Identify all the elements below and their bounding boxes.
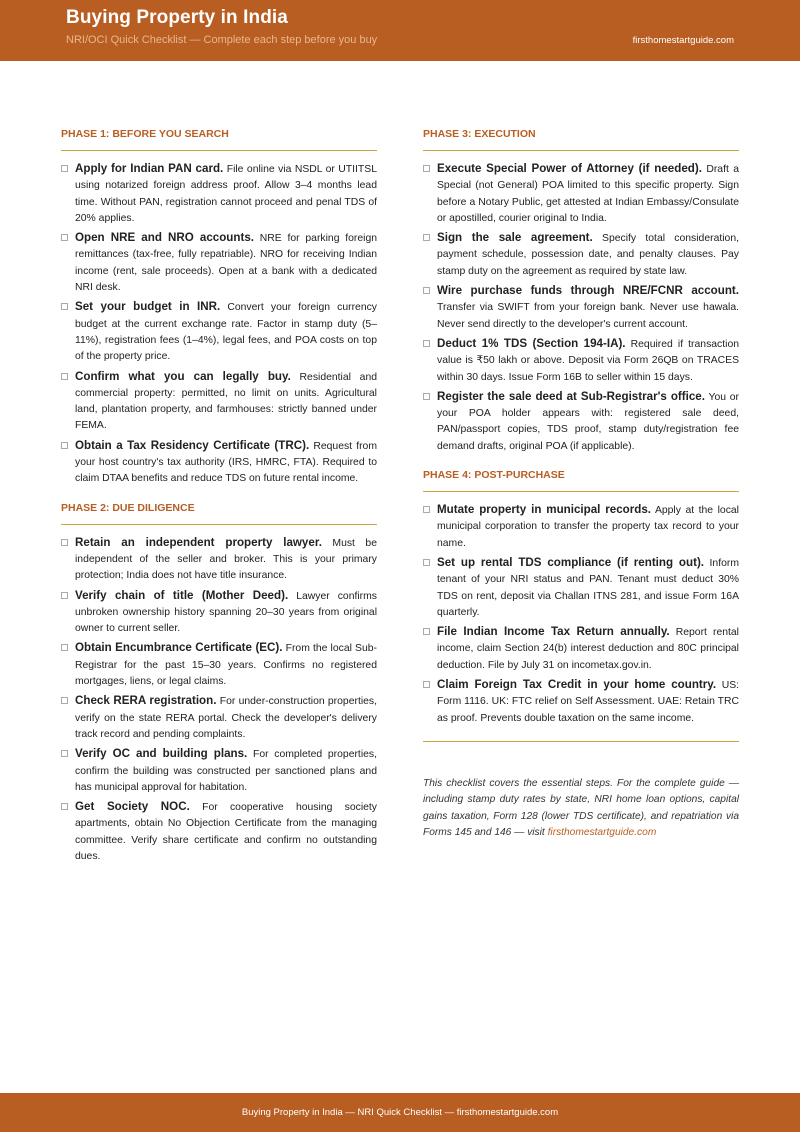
checklist-item-text: Residential and commercial property: permitted, no limit on units. Agricultural land, plantation property, and farmhouses: strictly banned under FEMA. [75,371,377,432]
checklist-item-heading: Verify OC and building plans. [75,747,248,761]
checkbox-icon[interactable] [423,506,430,513]
checklist-item-heading: Get Society NOC. [75,800,190,814]
phase-section [423,469,739,727]
checkbox-icon[interactable] [423,393,430,400]
right-phases [423,128,739,727]
left-column [61,128,377,879]
closing-note-link[interactable]: firsthomestartguide.com [547,826,657,838]
phase-section [423,128,739,455]
checklist-item-heading: Register the sale deed at Sub-Registrar's office. [437,389,705,403]
checkbox-icon[interactable] [61,373,68,380]
checklist-item-heading: Retain an independent property lawyer. [75,535,322,549]
checklist-item-text: Required if transaction value is ₹50 lakh or above. Deposit via Form 26QB on TRACES within 30 days. Issue Form 16B to seller within 15 days. [437,338,740,383]
checklist-item-retain-an-independent-property-lawyer [61,535,377,585]
checklist-item-text: File online via NSDL or UTIITSL using notarized foreign address proof. Allow 3–4 months lead time. Without PAN, registration cannot proceed and penal TDS of 20% applies. [75,164,377,224]
checklist-item-heading: Claim Foreign Tax Credit in your home country. [437,678,717,692]
right-column [423,128,739,841]
checklist-item-text: You or your POA holder appears with: registered sale deed, PAN/passport copies, TDS proof, stamp duty/registration fee demand drafts, original POA (if applicable). [437,391,739,452]
checklist-item-heading: Confirm what you can legally buy. [75,369,291,383]
phase-section [61,502,377,866]
checklist-item-text: NRE for parking foreign remittances (tax-free, fully repatriable). NRO for receiving Indian income (rent, sale proceeds). Open at a bank with a dedicated NRI desk. [75,233,378,294]
header-site-link[interactable]: firsthomestartguide.com [632,35,734,46]
phase-heading: PHASE 2: DUE DILIGENCE [61,502,377,525]
checklist-item-heading: Set your budget in INR. [75,300,221,314]
checklist-item-text: Draft a Special (not General) POA limited to this specific property. Sign before a Notary Public, get attested at Indian Embassy/Consulate or apostilled, courier original to India. [437,164,740,224]
checklist-item-verify-chain-of-title-mother-deed [61,588,377,638]
checkbox-icon[interactable] [61,442,68,449]
checklist-item-text: Request from your host country's tax authority (IRS, HMRC, FTA). Required to claim DTAA benefits and reduce TDS on future rental income. [75,440,377,485]
checklist-item-check-rera-registration [61,693,377,743]
checklist-item-heading: Open NRE and NRO accounts. [75,231,255,245]
checkbox-icon[interactable] [61,644,68,651]
checklist-item-mutate-property-in-municipal-records [423,502,739,552]
checklist-item-heading: Obtain Encumbrance Certificate (EC). [75,641,283,655]
phase-heading: PHASE 3: EXECUTION [423,128,739,151]
checkbox-icon[interactable] [61,750,68,757]
checklist-item-heading: Wire purchase funds through NRE/FCNR account. [437,284,739,298]
checkbox-icon[interactable] [61,165,68,172]
checklist-item-apply-for-indian-pan-card [61,161,377,227]
checklist-item-get-society-noc [61,799,377,865]
checklist-item-text: From the local Sub-Registrar for the past 15–30 years. Confirms no registered mortgages, liens, or legal claims. [75,643,377,688]
checkbox-icon[interactable] [61,539,68,546]
checklist-item-confirm-what-you-can-legally-buy [61,369,377,435]
checklist-item-heading: Check RERA registration. [75,694,217,708]
page-subtitle: NRI/OCI Quick Checklist — Complete each step before you buy [66,34,378,46]
phase-heading: PHASE 4: POST-PURCHASE [423,469,739,492]
checklist-item-heading: Apply for Indian PAN card. [75,162,224,175]
closing-note-text: This checklist covers the essential steps. For the complete guide — including stamp duty rates by state, NRI home loan options, capital gains taxation, Form 128 (lower TDS certificate), and repatriation via Forms 145 and 146 — visit [423,777,739,838]
checklist-item-heading: Set up rental TDS compliance (if renting out). [437,555,705,569]
checklist-item-open-nre-and-nro-accounts [61,230,377,296]
closing-note [423,776,739,841]
checklist-item-heading: File Indian Income Tax Return annually. [437,625,670,639]
checklist-item-text: Inform tenant of your NRI status and PAN. Tenant must deduct 30% TDS on rent, deposit via Challan ITNS 281, and issue Form 16A quarterly. [437,557,739,618]
checklist-item-heading: Sign the sale agreement. [437,231,593,245]
checklist-item-text: US: Form 1116. UK: FTC relief on Self Assessment. UAE: Retain TRC as proof. Prevents double taxation on the same income. [437,680,740,724]
checklist-item-obtain-a-tax-residency-certificate-trc [61,438,377,488]
checklist-item-text: For completed properties, confirm the building was constructed per sanctioned plans and has municipal approval for habitation. [75,749,377,793]
checkbox-icon[interactable] [61,234,68,241]
checklist-item-text: Transfer via SWIFT from your foreign bank. Never use hawala. Never send directly to the developer's current account. [437,302,739,330]
checklist-item-text: Must be independent of the seller and broker. This is your primary protection; India does not have title insurance. [75,537,377,582]
checkbox-icon[interactable] [423,165,430,172]
checklist-item-heading: Verify chain of title (Mother Deed). [75,588,289,602]
checkbox-icon[interactable] [423,559,430,566]
checklist-item-set-your-budget-in-inr [61,299,377,365]
checklist-item-file-indian-income-tax-return-annually [423,624,739,674]
checkbox-icon[interactable] [61,303,68,310]
checkbox-icon[interactable] [423,234,430,241]
checklist-item-set-up-rental-tds-compliance-if-renting- [423,555,739,621]
checklist-item-verify-oc-and-building-plans [61,746,377,796]
checkbox-icon[interactable] [423,681,430,688]
checklist-item-heading: Execute Special Power of Attorney (if needed). [437,162,702,175]
checklist-item-wire-purchase-funds-through-nre-fcnr-acc [423,283,739,333]
checkbox-icon[interactable] [61,697,68,704]
checkbox-icon[interactable] [423,340,430,347]
checklist-item-text: Specify total consideration, payment schedule, possession date, and penalty clauses. Pay stamp duty on the agreement as required by state law. [437,233,739,277]
checkbox-icon[interactable] [423,628,430,635]
footer-text: Buying Property in India — NRI Quick Checklist — firsthomestartguide.com [241,1107,559,1118]
divider [423,741,739,742]
checklist-item-text: Lawyer confirms unbroken ownership history spanning 20–30 years from original owner to current seller. [75,590,377,635]
checklist-item-heading: Obtain a Tax Residency Certificate (TRC). [75,438,310,452]
checklist-item-claim-foreign-tax-credit-in-your-home-co [423,677,739,727]
checkbox-icon[interactable] [61,592,68,599]
checkbox-icon[interactable] [423,287,430,294]
checklist-item-text: Apply at the local municipal corporation to transfer the property tax record to your name. [437,505,739,549]
page-footer [0,1093,800,1132]
checklist-item-text: Report rental income, claim Section 24(b) interest deduction and 80C principal deduction. File by July 31 on incometax.gov.in. [437,627,739,671]
checklist-item-text: Convert your foreign currency budget at the current exchange rate. Factor in stamp duty (5–11%), registration fees (1–4%), legal fees, and POA costs on top of the property price. [75,302,377,363]
page-header [0,0,800,61]
page-title: Buying Property in India [66,7,288,28]
checklist-item-text: For under-construction properties, verify on the state RERA portal. Check the developer's delivery track record and pending complaints. [75,696,377,740]
phase-heading: PHASE 1: BEFORE YOU SEARCH [61,128,377,151]
checklist-item-sign-the-sale-agreement [423,230,739,280]
checklist-item-register-the-sale-deed-at-sub-registrar- [423,389,739,455]
checklist-item-heading: Deduct 1% TDS (Section 194-IA). [437,336,626,350]
checklist-item-deduct-1-tds-section-194-ia [423,336,739,386]
phase-section [61,128,377,488]
checklist-item-heading: Mutate property in municipal records. [437,503,651,517]
checkbox-icon[interactable] [61,803,68,810]
checklist-item-execute-special-power-of-attorney-if-nee [423,161,739,227]
checklist-item-text: For cooperative housing society apartments, obtain No Objection Certificate from the managing committee. Verify share certificate and confirm no outstanding dues. [75,802,377,862]
checklist-item-obtain-encumbrance-certificate-ec [61,640,377,690]
